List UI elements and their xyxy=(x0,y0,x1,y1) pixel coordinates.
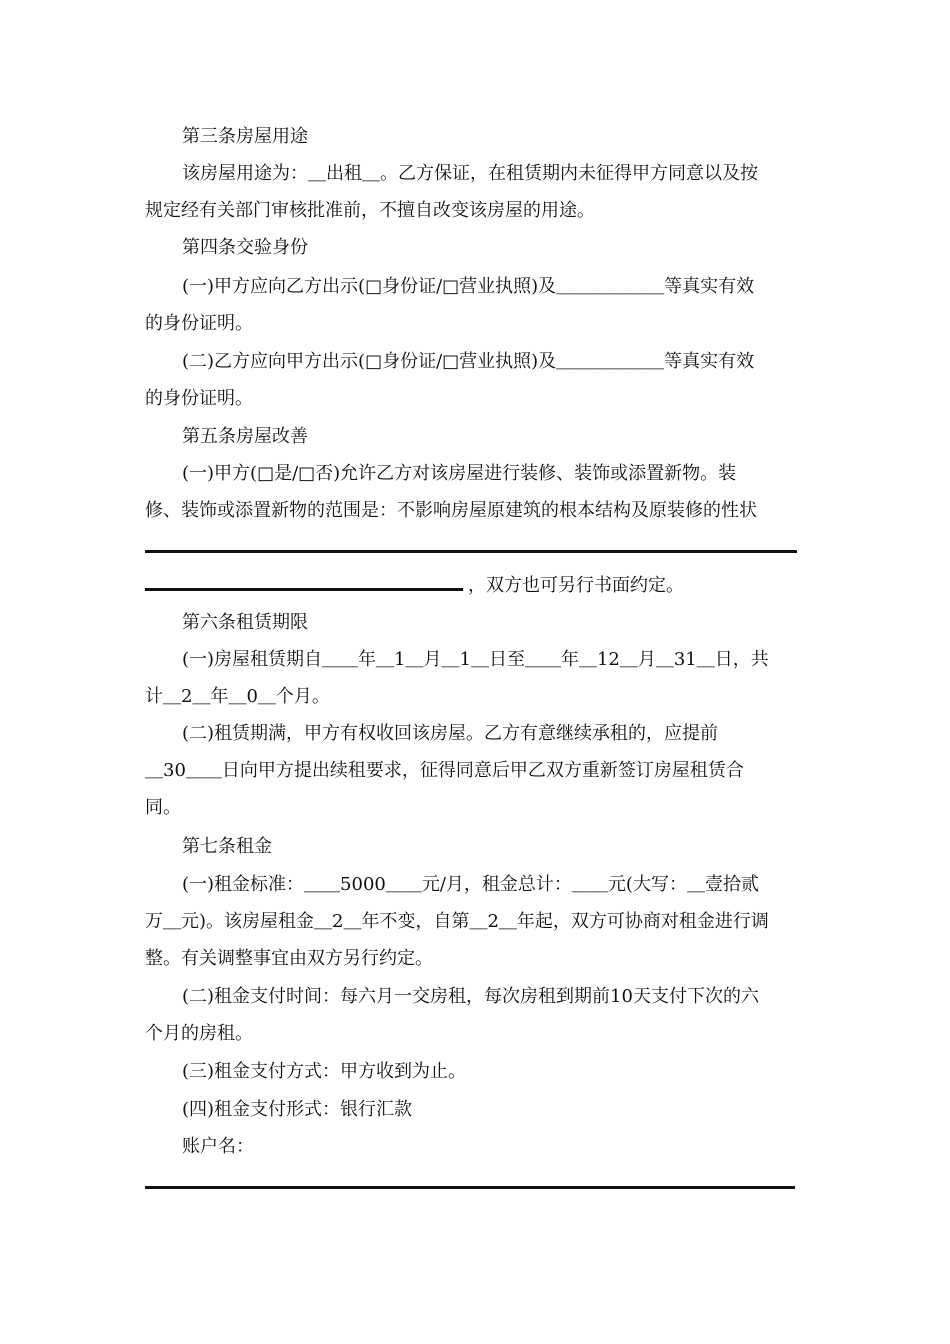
article-5-clause-1-line-1: (一)甲方(□是/□否)允许乙方对该房屋进行装修、装饰或添置新物。装 xyxy=(182,463,737,484)
article-4-clause-2-line-1: (二)乙方应向甲方出示(□身份证/□营业执照)及＿＿＿＿＿＿等真实有效 xyxy=(182,351,755,372)
article-7-clause-1-line-3: 整。有关调整事宜由双方另行约定。 xyxy=(145,948,433,969)
account-name-label-text: 账户名： xyxy=(182,1136,254,1157)
article-6-clause-1 xyxy=(145,641,813,678)
article-5-clause-1-cont xyxy=(145,492,813,529)
article-4-clause-1-cont xyxy=(145,305,813,342)
article-5-clause-1-line-4: ，双方也可另行书面约定。 xyxy=(468,575,684,596)
blank-fill-line xyxy=(145,588,463,591)
article-4-clause-1-line-2: 的身份证明。 xyxy=(145,313,253,334)
article-7-clause-2-line-1: (二)租金支付时间：每六月一交房租，每次房租到期前10天支付下次的六 xyxy=(182,986,759,1007)
article-4-clause-2-cont xyxy=(145,380,813,417)
article-7-clause-1-line-2: 万＿元)。该房屋租金＿2＿年不变，自第＿2＿年起，双方可协商对租金进行调 xyxy=(145,911,769,932)
article-3-body-line-1: 该房屋用途为：＿出租＿。乙方保证，在租赁期内未征得甲方同意以及按 xyxy=(182,163,758,184)
blank-fill-line xyxy=(145,1186,795,1189)
article-6-clause-2-line-1: (二)租赁期满，甲方有权收回该房屋。乙方有意继续承租的，应提前 xyxy=(182,723,719,744)
article-6-clause-2-line-2: ＿30＿＿日向甲方提出续租要求，征得同意后甲乙双方重新签订房屋租赁合 xyxy=(145,760,744,781)
article-4-title-text: 第四条交验身份 xyxy=(182,237,308,258)
article-7-title xyxy=(145,828,813,865)
article-6-title xyxy=(145,604,813,641)
article-7-clause-1-cont xyxy=(145,903,813,940)
article-4-clause-2-line-2: 的身份证明。 xyxy=(145,388,253,409)
article-4-clause-1 xyxy=(145,268,813,305)
article-7-clause-1-line-1: (一)租金标准：＿＿5000＿＿元/月，租金总计：＿＿元(大写：＿壹拾贰 xyxy=(182,874,759,895)
article-6-clause-2-line-3: 同。 xyxy=(145,797,181,818)
blank-fill-line xyxy=(145,550,797,553)
article-7-clause-4-text: (四)租金支付形式：银行汇款 xyxy=(182,1099,413,1120)
article-4-clause-1-line-1: (一)甲方应向乙方出示(□身份证/□营业执照)及＿＿＿＿＿＿等真实有效 xyxy=(182,276,755,297)
article-7-clause-2-cont xyxy=(145,1015,813,1052)
article-6-clause-2-cont-2 xyxy=(145,789,813,826)
article-3-body-line-2: 规定经有关部门审核批准前，不擅自改变该房屋的用途。 xyxy=(145,200,595,221)
account-name-label xyxy=(145,1128,813,1165)
article-4-title xyxy=(145,229,813,266)
article-7-title-text: 第七条租金 xyxy=(182,836,272,857)
article-7-clause-2-line-2: 个月的房租。 xyxy=(145,1023,253,1044)
article-5-title xyxy=(145,418,813,455)
article-7-clause-4 xyxy=(145,1091,813,1128)
article-3-title xyxy=(145,118,813,155)
article-7-clause-1-cont-2 xyxy=(145,940,813,977)
article-3-body xyxy=(145,155,813,192)
article-7-clause-3 xyxy=(145,1053,813,1090)
article-6-clause-1-line-2: 计＿2＿年＿0＿个月。 xyxy=(145,686,330,707)
article-7-clause-3-text: (三)租金支付方式：甲方收到为止。 xyxy=(182,1061,467,1082)
article-5-title-text: 第五条房屋改善 xyxy=(182,426,308,447)
article-7-clause-2 xyxy=(145,978,813,1015)
article-5-clause-1-line-2: 修、装饰或添置新物的范围是：不影响房屋原建筑的根本结构及原装修的性状 xyxy=(145,500,757,521)
article-6-clause-1-cont xyxy=(145,678,813,715)
article-6-title-text: 第六条租赁期限 xyxy=(182,612,308,633)
article-5-clause-1 xyxy=(145,455,813,492)
article-6-clause-2-cont xyxy=(145,752,813,789)
article-6-clause-2 xyxy=(145,715,813,752)
article-6-clause-1-line-1: (一)房屋租赁期自＿＿年＿1＿月＿1＿日至＿＿年＿12＿月＿31＿日，共 xyxy=(182,649,769,670)
article-4-clause-2 xyxy=(145,343,813,380)
article-3-body-cont xyxy=(145,192,813,229)
article-7-clause-1 xyxy=(145,866,813,903)
article-5-clause-1-tail xyxy=(468,567,813,604)
article-3-title-text: 第三条房屋用途 xyxy=(182,126,308,147)
